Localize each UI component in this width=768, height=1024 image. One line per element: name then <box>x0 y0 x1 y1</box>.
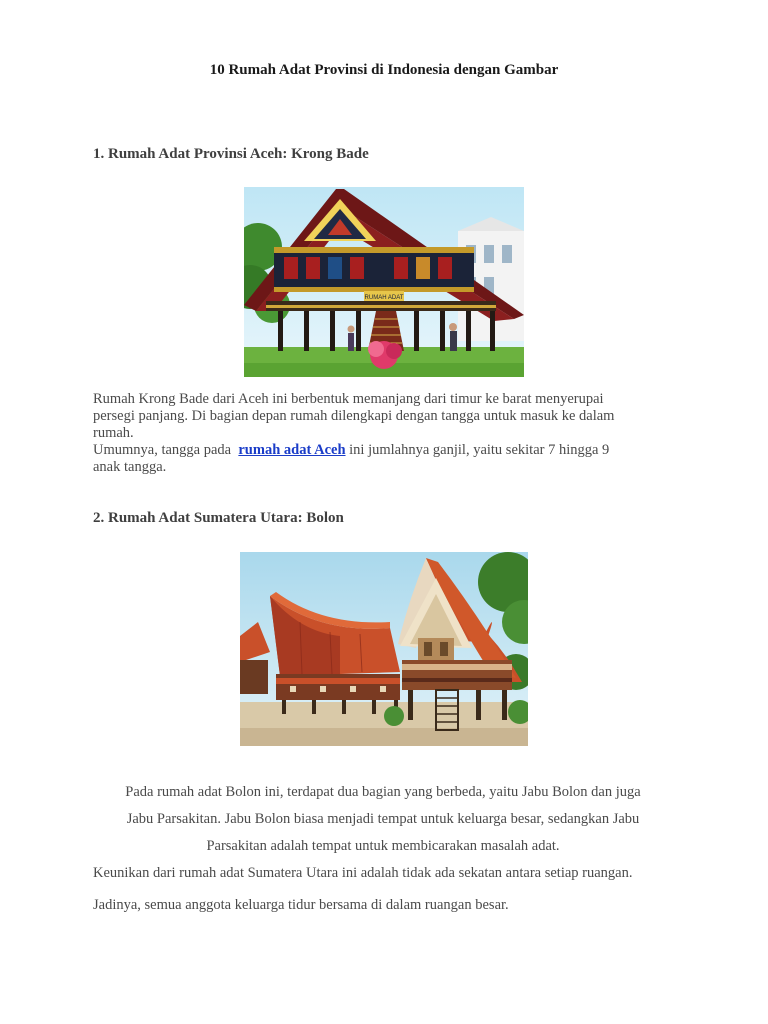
paragraph-line: anak tangga. <box>93 459 167 475</box>
bolon-house-illustration <box>240 552 528 746</box>
page-title: 10 Rumah Adat Provinsi di Indonesia dengan Gambar <box>209 62 559 78</box>
paragraph-line: Parsakitan adalah tempat untuk membicarakan masalah adat. <box>206 838 560 854</box>
rumah-adat-aceh-link[interactable]: rumah adat Aceh <box>238 442 346 458</box>
aceh-house-photo <box>244 187 524 377</box>
aceh-paragraph <box>93 391 673 476</box>
paragraph-line: rumah. <box>93 425 134 441</box>
section-heading-aceh: 1. Rumah Adat Provinsi Aceh: Krong Bade <box>93 146 369 162</box>
bolon-keunikan-paragraph: Keunikan dari rumah adat Sumatera Utara ini adalah tidak ada sekatan antara setiap ruangan. <box>93 865 633 881</box>
aceh-house-illustration <box>244 187 524 377</box>
bolon-jadinya-paragraph: Jadinya, semua anggota keluarga tidur bersama di dalam ruangan besar. <box>93 897 509 913</box>
paragraph-line: Pada rumah adat Bolon ini, terdapat dua bagian yang berbeda, yaitu Jabu Bolon dan juga <box>125 784 641 800</box>
bolon-paragraph <box>93 779 673 860</box>
paragraph-line: Rumah Krong Bade dari Aceh ini berbentuk memanjang dari timur ke barat menyerupai <box>93 391 604 407</box>
bolon-house-photo <box>240 552 528 746</box>
paragraph-line: Jabu Parsakitan. Jabu Bolon biasa menjadi tempat untuk keluarga besar, sedangkan Jabu <box>126 811 640 827</box>
rumah-adat-sign: RUMAH ADAT <box>364 295 404 301</box>
section-heading-bolon: 2. Rumah Adat Sumatera Utara: Bolon <box>93 510 344 526</box>
paragraph-text: Umumnya, tangga pada <box>93 442 235 458</box>
paragraph-line-with-link <box>93 442 673 459</box>
paragraph-text: ini jumlahnya ganjil, yaitu sekitar 7 hingga 9 <box>345 442 610 458</box>
paragraph-line: persegi panjang. Di bagian depan rumah dilengkapi dengan tangga untuk masuk ke dalam <box>93 408 615 424</box>
